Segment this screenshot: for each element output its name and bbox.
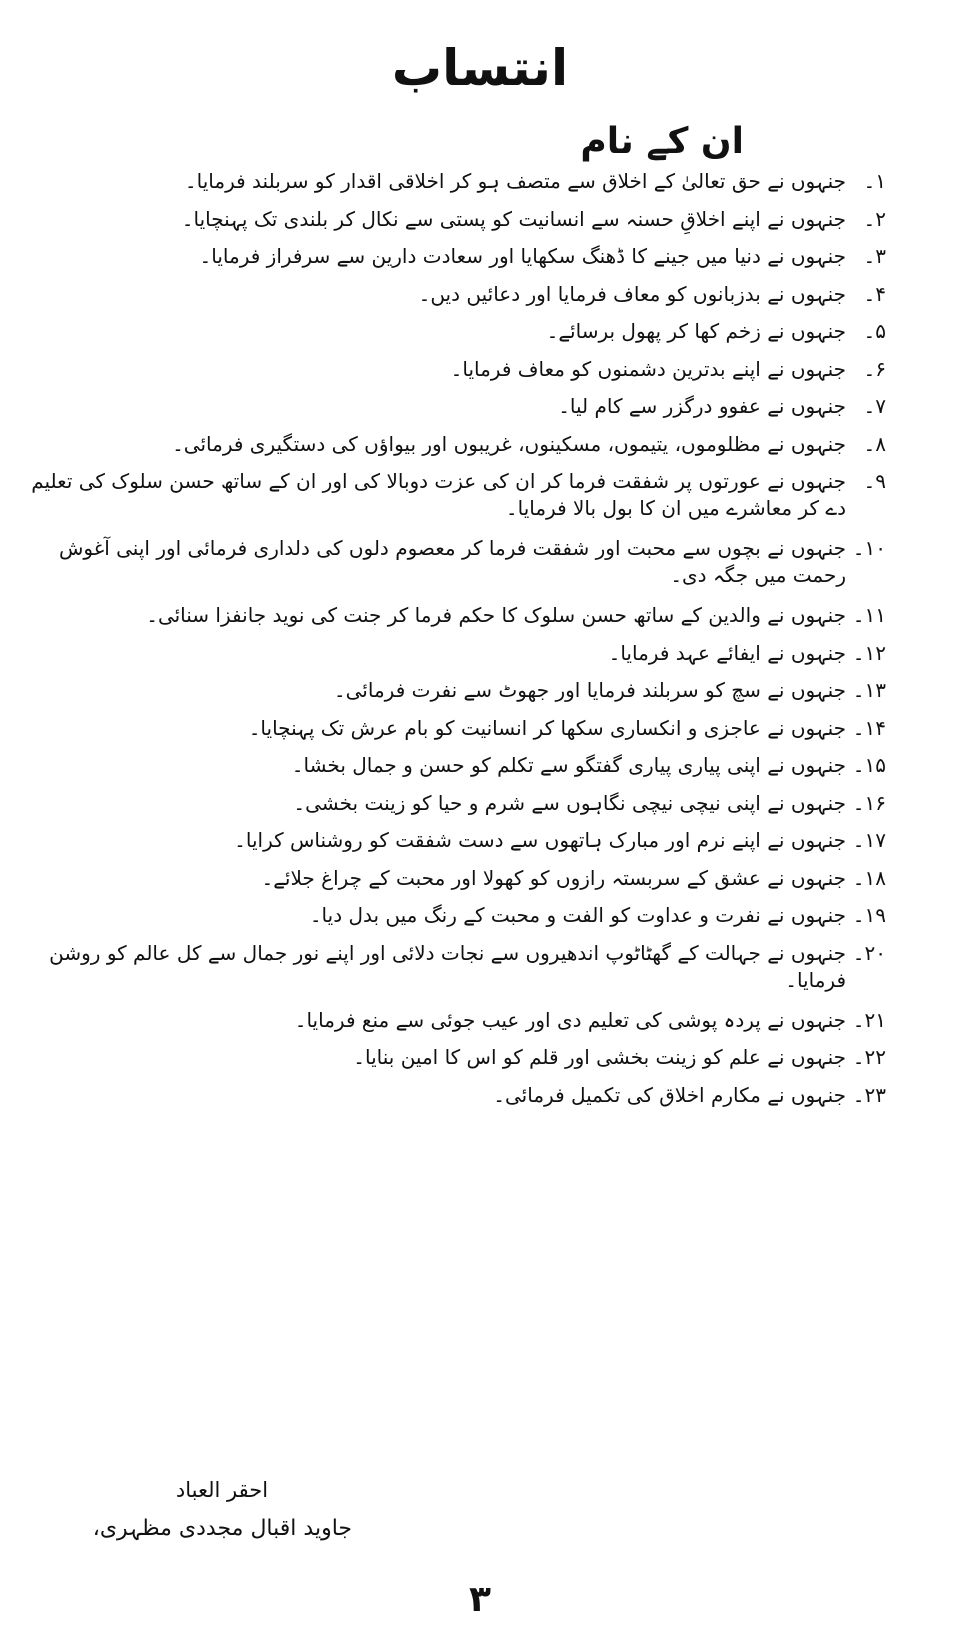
list-item [6,640,886,666]
list-item-number: ۱۳۔ [852,678,886,702]
list-item [6,468,886,522]
list-item-text: جنہوں نے عشق کے سربستہ رازوں کو کھولا اور محبت کے چراغ جلائے۔ [261,865,846,890]
signature-name: جاوید اقبال مجددی مظہری، [92,1516,352,1541]
list-item-number: ۱۴۔ [852,715,886,740]
list-item-number: ۲۲۔ [852,1045,886,1069]
list-item-number: ۱۵۔ [852,753,886,777]
list-item [6,1044,886,1070]
list-item [6,243,886,269]
list-item-text: جنہوں نے بدزبانوں کو معاف فرمایا اور دعائیں دیں۔ [418,281,846,306]
list-item-number: ۱۹۔ [852,903,886,927]
list-item [6,393,886,419]
page-number: ۳ [469,1579,491,1620]
list-item-text: جنہوں نے اپنی پیاری پیاری گفتگو سے تکلم کو حسن و جمال بخشا۔ [291,753,846,777]
list-item [6,318,886,344]
list-item [6,356,886,382]
list-item-number: ۱۷۔ [852,828,886,852]
signature-block [52,1475,352,1545]
list-item-text: جنہوں نے سچ کو سربلند فرمایا اور جھوٹ سے نفرت فرمائی۔ [333,678,846,702]
dedication-subtitle: ان کے نام [580,121,744,162]
list-item [6,715,886,741]
list-item-number: ۲۱۔ [852,1007,886,1032]
list-item-number: ۱۶۔ [852,790,886,815]
list-item [6,535,886,589]
list-item-text: جنہوں نے عورتوں پر شفقت فرما کر ان کی عزت دوبالا کی اور ان کے ساتھ حسن سلوک کی تعلیم دے کر معاشرے میں ان کا بول بالا فرمایا۔ [31,469,846,520]
list-item [6,752,886,778]
list-item [6,1007,886,1033]
list-item-text: جنہوں نے اپنی نیچی نیچی نگاہوں سے شرم و حیا کو زینت بخشی۔ [293,790,846,815]
page-title: انتساب [391,39,569,97]
list-item-number: ۷۔ [863,394,886,418]
list-item-number: ۱۸۔ [852,865,886,890]
list-item-number: ۳۔ [863,244,886,268]
list-item-text: جنہوں نے مظلوموں، یتیموں، مسکینوں، غریبوں اور بیواؤں کی دستگیری فرمائی۔ [172,431,846,456]
list-item-text: جنہوں نے اپنے اخلاقِ حسنہ سے انسانیت کو پستی سے نکال کر بلندی تک پہنچایا۔ [181,206,846,231]
list-item [6,902,886,928]
list-item [6,1082,886,1108]
list-item-text: جنہوں نے اپنے بدترین دشمنوں کو معاف فرمایا۔ [450,356,846,381]
list-item [6,168,886,194]
list-item-number: ۶۔ [863,356,886,381]
list-item [6,602,886,628]
list-item [6,940,886,994]
list-item-text: جنہوں نے حق تعالیٰ کے اخلاق سے متصف ہو کر اخلاقی اقدار کو سربلند فرمایا۔ [184,169,846,193]
list-item-text: جنہوں نے عاجزی و انکساری سکھا کر انسانیت کو بام عرش تک پہنچایا۔ [248,715,846,740]
list-item-text: جنہوں نے بچوں سے محبت اور شفقت فرما کر معصوم دلوں کی دلداری فرمائی اور اپنی آغوش رحمت میں جگہ دی۔ [59,536,846,587]
list-item [6,677,886,703]
list-item-text: جنہوں نے عفوو درگزر سے کام لیا۔ [558,394,846,418]
list-item-text: جنہوں نے زخم کھا کر پھول برسائے۔ [546,319,846,343]
list-item-number: ۱۱۔ [852,603,886,627]
list-item-text: جنہوں نے علم کو زینت بخشی اور قلم کو اس کا امین بنایا۔ [353,1045,846,1069]
list-item-text: جنہوں نے ایفائے عہد فرمایا۔ [608,640,846,665]
list-item-number: ۸۔ [863,431,886,456]
signature-title: احقر العباد [175,1478,269,1502]
list-item-number: ۱۔ [863,169,886,193]
list-item-number: ۱۲۔ [852,640,886,665]
list-item-text: جنہوں نے نفرت و عداوت کو الفت و محبت کے رنگ میں بدل دیا۔ [309,903,846,927]
list-item-number: ۲۳۔ [852,1082,886,1107]
list-item-number: ۴۔ [863,281,886,306]
list-item [6,206,886,232]
list-item [6,865,886,891]
list-item [6,431,886,457]
list-item-text: جنہوں نے اپنے نرم اور مبارک ہاتھوں سے دست شفقت کو روشناس کرایا۔ [234,828,846,852]
list-item [6,827,886,853]
list-item-number: ۲۰۔ [852,940,886,965]
list-item-text: جنہوں نے پردہ پوشی کی تعلیم دی اور عیب جوئی سے منع فرمایا۔ [294,1007,846,1032]
dedication-list [6,168,886,1119]
list-item-text: جنہوں نے مکارم اخلاق کی تکمیل فرمائی۔ [493,1082,846,1107]
list-item-text: جنہوں نے والدین کے ساتھ حسن سلوک کا حکم فرما کر جنت کی نوید جانفزا سنائی۔ [146,603,846,627]
list-item [6,281,886,307]
list-item-text: جنہوں نے دنیا میں جینے کا ڈھنگ سکھایا اور سعادت دارین سے سرفراز فرمایا۔ [199,244,846,268]
list-item [6,790,886,816]
list-item-number: ۱۰۔ [852,536,886,560]
list-item-number: ۹۔ [863,469,886,493]
list-item-text: جنہوں نے جہالت کے گھٹاٹوپ اندھیروں سے نجات دلائی اور اپنے نور جمال سے کل عالم کو روشن فرمایا۔ [49,940,846,992]
list-item-number: ۵۔ [863,319,886,343]
list-item-number: ۲۔ [863,206,886,231]
